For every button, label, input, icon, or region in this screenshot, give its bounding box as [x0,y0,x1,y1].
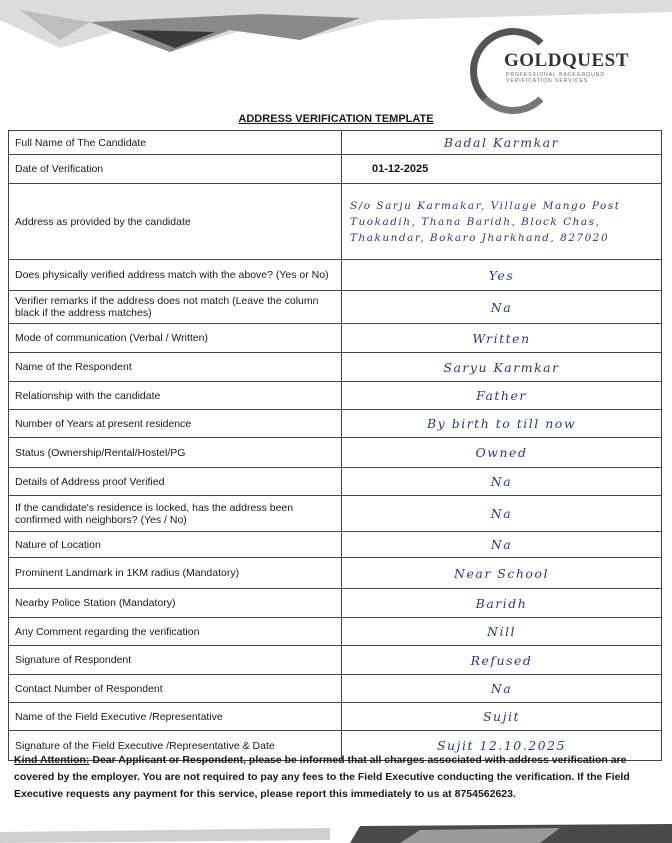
verification-table [8,130,662,761]
field-value: Sujit 12.10.2025 [342,731,662,761]
table-row [9,589,662,618]
field-value: Na [342,291,662,324]
field-label: Name of the Respondent [9,353,342,382]
table-row [9,532,662,558]
field-value: Badal Karmkar [342,131,662,155]
table-row [9,646,662,675]
field-value: Yes [342,260,662,291]
field-value: Father [342,382,662,410]
field-value: Na [342,675,662,703]
scan-artifact-bottom [0,822,672,843]
notice-heading: Kind Attention: [14,754,90,766]
field-value: Near School [342,558,662,589]
field-value: Saryu Karmkar [342,353,662,382]
table-row [9,184,662,260]
field-label: Nature of Location [9,532,342,558]
field-value: By birth to till now [342,410,662,438]
field-label: Any Comment regarding the verification [9,618,342,646]
table-row [9,260,662,291]
table-row [9,155,662,184]
field-label: Address as provided by the candidate [9,184,342,260]
page-title: ADDRESS VERIFICATION TEMPLATE [238,113,434,125]
table-row [9,291,662,324]
field-value: Owned [342,438,662,468]
table-row [9,438,662,468]
field-value: S/o Sarju Karmakar, Village Mango Post Tuokadih, Thana Baridh, Block Chas, Thakundar, Bokaro Jharkhand, 827020 [342,184,662,260]
table-row [9,558,662,589]
table-row [9,410,662,438]
logo-tagline: PROFESSIONAL BACKGROUND VERIFICATION SERVICES [506,72,605,84]
table-row [9,703,662,731]
field-label: Mode of communication (Verbal / Written) [9,324,342,353]
table-row [9,324,662,353]
field-label: Date of Verification [9,155,342,184]
field-label: Signature of the Field Executive /Representative & Date [9,731,342,761]
field-value: Refused [342,646,662,675]
field-label: Does physically verified address match with the above? (Yes or No) [9,260,342,291]
field-label: Verifier remarks if the address does not match (Leave the column black if the address matches) [9,291,342,324]
field-label: Full Name of The Candidate [9,131,342,155]
field-label: Nearby Police Station (Mandatory) [9,589,342,618]
kind-attention-notice [14,752,662,803]
field-label: Details of Address proof Verified [9,468,342,496]
table-row [9,131,662,155]
goldquest-logo [470,28,660,108]
field-value: Baridh [342,589,662,618]
field-label: Signature of Respondent [9,646,342,675]
field-value: 01-12-2025 [342,155,662,184]
field-value: Na [342,496,662,532]
field-label: Status (Ownership/Rental/Hostel/PG [9,438,342,468]
field-value: Sujit [342,703,662,731]
field-label: Name of the Field Executive /Representative [9,703,342,731]
table-row [9,382,662,410]
field-label: Contact Number of Respondent [9,675,342,703]
table-row [9,675,662,703]
field-value: Na [342,532,662,558]
table-row [9,468,662,496]
field-label: If the candidate's residence is locked, has the address been confirmed with neighbors? (Yes / No) [9,496,342,532]
table-row [9,618,662,646]
field-label: Prominent Landmark in 1KM radius (Mandatory) [9,558,342,589]
field-label: Relationship with the candidate [9,382,342,410]
field-value: Na [342,468,662,496]
field-value: Written [342,324,662,353]
field-value: Nill [342,618,662,646]
table-row [9,353,662,382]
field-label: Number of Years at present residence [9,410,342,438]
notice-text: Dear Applicant or Respondent, please be informed that all charges associated with address verification are covered by the employer. You are not required to pay any fees to the Field Executive conducting the verification. If the Field Executive requests any payment for this service, please report this immediately to us at 8754562623. [14,754,630,800]
table-row [9,496,662,532]
logo-brand: GOLDQUEST [504,50,629,71]
